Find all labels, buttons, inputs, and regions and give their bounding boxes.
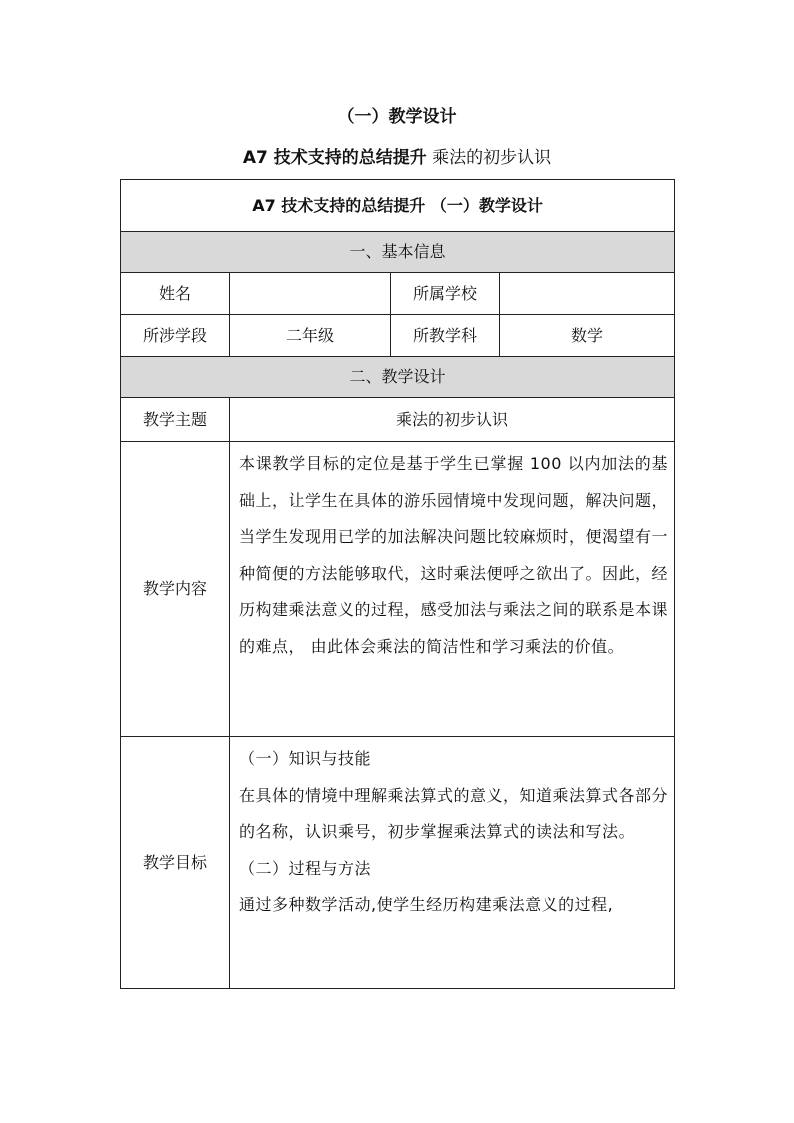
topic-value: 乘法的初步认识	[230, 398, 675, 442]
goals-text-process: 通过多种数学活动,使学生经历构建乘法意义的过程,	[239, 895, 614, 914]
goals-text-knowledge: 在具体的情境中理解乘法算式的意义，知道乘法算式各部分的名称，认识乘号，初步掌握乘法算式的读法和写法。	[239, 785, 669, 841]
lesson-plan-table	[120, 179, 675, 989]
table-header: A7 技术支持的总结提升 （一）教学设计	[121, 180, 675, 232]
document-subtitle	[0, 145, 794, 171]
goals-cell	[230, 737, 675, 989]
name-value	[230, 273, 391, 315]
grade-value: 二年级	[230, 315, 391, 357]
goals-heading-knowledge: （一）知识与技能	[239, 749, 372, 768]
subject-label: 所教学科	[391, 315, 500, 357]
info-row-name-school	[121, 273, 675, 315]
section-teaching-design: 二、教学设计	[121, 357, 675, 398]
section-design-row	[121, 357, 675, 398]
school-label: 所属学校	[391, 273, 500, 315]
name-label: 姓名	[121, 273, 230, 315]
section-basic-info: 一、基本信息	[121, 232, 675, 273]
content-text: 本课教学目标的定位是基于学生已掌握 100 以内加法的基础上，让学生在具体的游乐园情境中发现问题，解决问题，当学生发现用已学的加法解决问题比较麻烦时，便渴望有一种简便的方法能够取代，这时乘法便呼之欲出了。因此，经历构建乘法意义的过程，感受加法与乘法之间的联系是本课的难点， 由此体会乘法的简洁性和学习乘法的价值。	[239, 454, 669, 656]
info-row-grade-subject	[121, 315, 675, 357]
subtitle-lesson: 乘法的初步认识	[432, 148, 552, 168]
goals-row	[121, 737, 675, 989]
school-value	[500, 273, 675, 315]
content-label: 教学内容	[121, 442, 230, 737]
section-basic-row	[121, 232, 675, 273]
grade-label: 所涉学段	[121, 315, 230, 357]
content-row	[121, 442, 675, 737]
subtitle-module: A7 技术支持的总结提升	[242, 148, 427, 168]
goals-heading-process: （二）过程与方法	[239, 858, 372, 878]
topic-label: 教学主题	[121, 398, 230, 442]
content-cell	[230, 442, 675, 737]
document-title: （一）教学设计	[337, 107, 457, 127]
subject-value: 数学	[500, 315, 675, 357]
topic-row	[121, 398, 675, 442]
goals-label: 教学目标	[121, 737, 230, 989]
table-header-row	[121, 180, 675, 232]
